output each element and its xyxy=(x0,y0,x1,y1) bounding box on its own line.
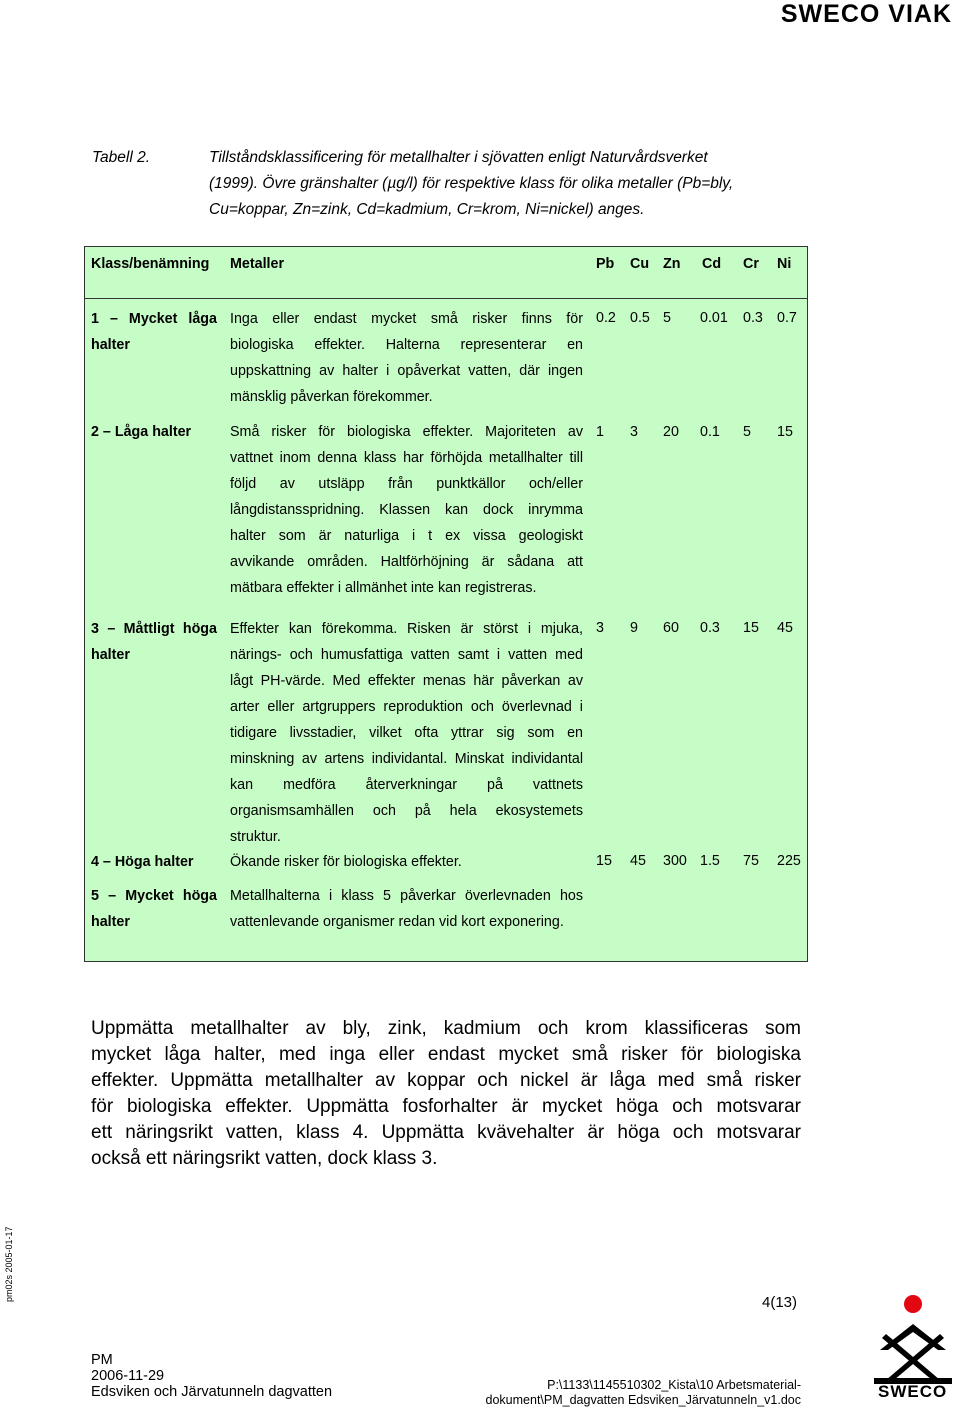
sweco-logo-text: SWECO xyxy=(878,1382,948,1401)
header-cu: Cu xyxy=(630,256,650,272)
row-4-cr: 75 xyxy=(743,853,759,869)
row-3-description xyxy=(230,616,583,850)
row-3-ni: 45 xyxy=(777,620,793,636)
row-4-cd: 1.5 xyxy=(700,853,720,869)
paragraph-line: ett näringsrikt vatten, klass 4. Uppmätta kvävehalter är höga och motsvarar xyxy=(91,1122,801,1143)
row-1-cd: 0.01 xyxy=(700,310,728,326)
row-2-pb: 1 xyxy=(596,424,604,440)
row-4-zn: 300 xyxy=(663,853,687,869)
sweco-logo xyxy=(872,1294,954,1404)
table-header-divider xyxy=(84,298,808,299)
footer-left xyxy=(91,1352,332,1400)
header-cr: Cr xyxy=(743,256,759,272)
caption-line: Tillståndsklassificering för metallhalter i sjövatten enligt Naturvårdsverket xyxy=(209,149,708,166)
class-line: 1 – Mycket låga xyxy=(91,311,217,327)
row-4-ni: 225 xyxy=(777,853,801,869)
desc-line: biologiska effekter. Halterna representerar en xyxy=(230,337,583,353)
row-2-cd: 0.1 xyxy=(700,424,720,440)
row-5-class xyxy=(91,883,217,935)
row-4-description xyxy=(230,849,583,875)
desc-line: mätbara effekter i allmänhet inte kan registreras. xyxy=(230,580,537,596)
row-4-cu: 45 xyxy=(630,853,646,869)
header-zn: Zn xyxy=(663,256,681,272)
desc-line: lågt PH-värde. Med effekter menas här påverkan av xyxy=(230,673,583,689)
desc-line: kan medföra återverkningar på vattnets xyxy=(230,777,583,793)
row-2-description xyxy=(230,419,583,601)
row-2-zn: 20 xyxy=(663,424,679,440)
desc-line: minskning av artens individantal. Minskat individantal xyxy=(230,751,583,767)
desc-line: vattnet inom denna klass har förhöjda metallhalter till xyxy=(230,450,583,466)
row-2-cu: 3 xyxy=(630,424,638,440)
class-line: halter xyxy=(91,914,130,930)
footer-path xyxy=(454,1378,801,1408)
desc-line: organismsamhällen och på hela ekosystemets xyxy=(230,803,583,819)
body-paragraph xyxy=(91,1016,801,1172)
table-caption-label: Tabell 2. xyxy=(92,149,151,166)
row-3-zn: 60 xyxy=(663,620,679,636)
sweco-logo-mark xyxy=(872,1294,954,1386)
row-3-pb: 3 xyxy=(596,620,604,636)
desc-line: Effekter kan förekomma. Risken är störst i mjuka, xyxy=(230,621,583,637)
sweco-viak-logo: SWECO VIAK xyxy=(780,0,952,28)
footer-project: Edsviken och Järvatunneln dagvatten xyxy=(91,1384,333,1400)
header-cd: Cd xyxy=(702,256,722,272)
header-metaller: Metaller xyxy=(230,256,285,272)
header-klass: Klass/benämning xyxy=(91,256,210,272)
desc-line: Metallhalterna i klass 5 påverkar överlevnaden hos xyxy=(230,888,583,904)
row-1-description xyxy=(230,306,583,410)
row-3-cu: 9 xyxy=(630,620,638,636)
row-3-cr: 15 xyxy=(743,620,759,636)
row-1-zn: 5 xyxy=(663,310,671,326)
header-pb: Pb xyxy=(596,256,615,272)
table-caption-text xyxy=(209,145,809,223)
caption-line: Cu=koppar, Zn=zink, Cd=kadmium, Cr=krom, Ni=nickel) anges. xyxy=(209,201,645,218)
desc-line: arter eller artgruppers reproduktion och överlevnad i xyxy=(230,699,583,715)
row-1-ni: 0.7 xyxy=(777,310,797,326)
row-4-pb: 15 xyxy=(596,853,612,869)
row-1-pb: 0.2 xyxy=(596,310,616,326)
row-2-ni: 15 xyxy=(777,424,793,440)
row-4-class xyxy=(91,849,217,875)
footer-date: 2006-11-29 xyxy=(91,1368,165,1384)
footer-path-line: dokument\PM_dagvatten Edsviken_Järvatunneln_v1.doc xyxy=(485,1393,801,1407)
desc-line: Inga eller endast mycket små risker finns för xyxy=(230,311,583,327)
side-template-code: pm02s 2005-01-17 xyxy=(4,1226,14,1302)
row-1-cr: 0.3 xyxy=(743,310,763,326)
row-2-class xyxy=(91,419,217,445)
desc-line: närings- och humusfattiga vatten samt i vatten med xyxy=(230,647,583,663)
paragraph-line: också ett näringsrikt vatten, dock klass 3. xyxy=(91,1148,438,1169)
class-line: halter xyxy=(91,647,130,663)
class-line: halter xyxy=(91,337,130,353)
desc-line: tidigare livsstadier, vilket ofta yttrar sig som en xyxy=(230,725,583,741)
desc-line: långdistansspridning. Klassen kan dock inrymma xyxy=(230,502,583,518)
class-line: 3 – Måttligt höga xyxy=(91,621,217,637)
page-number: 4(13) xyxy=(762,1294,798,1311)
footer-doc-type: PM xyxy=(91,1352,113,1368)
row-1-class xyxy=(91,306,217,358)
paragraph-line: effekter. Uppmätta metallhalter av koppar och nickel är låga med små risker xyxy=(91,1070,801,1091)
class-line: 2 – Låga halter xyxy=(91,424,192,440)
paragraph-line: för biologiska effekter. Uppmätta fosforhalter är mycket höga och motsvarar xyxy=(91,1096,801,1117)
desc-line: avvikande områden. Haltförhöjning är sådana att xyxy=(230,554,583,570)
desc-line: uppskattning av halter i opåverkat vatten, där ingen xyxy=(230,363,583,379)
footer-path-line: P:\1133\1145510302_Kista\10 Arbetsmaterial- xyxy=(547,1378,801,1392)
header-ni: Ni xyxy=(777,256,792,272)
desc-line: mänsklig påverkan förekommer. xyxy=(230,389,433,405)
desc-line: struktur. xyxy=(230,829,281,845)
row-3-cd: 0.3 xyxy=(700,620,720,636)
row-3-class xyxy=(91,616,217,668)
desc-line: halter som är naturliga i t ex vissa geologiskt xyxy=(230,528,583,544)
paragraph-line: mycket låga halter, med inga eller endast mycket små risker för biologiska xyxy=(91,1044,801,1065)
desc-line: Små risker för biologiska effekter. Majoriteten av xyxy=(230,424,583,440)
class-line: 4 – Höga halter xyxy=(91,854,194,870)
class-line: 5 – Mycket höga xyxy=(91,888,217,904)
desc-line: vattenlevande organismer redan vid kort exponering. xyxy=(230,914,564,930)
row-5-description xyxy=(230,883,583,935)
desc-line: följd av utsläpp från punktkällor och/eller xyxy=(230,476,583,492)
desc-line: Ökande risker för biologiska effekter. xyxy=(230,854,462,870)
paragraph-line: Uppmätta metallhalter av bly, zink, kadmium och krom klassificeras som xyxy=(91,1018,801,1039)
row-2-cr: 5 xyxy=(743,424,751,440)
row-1-cu: 0.5 xyxy=(630,310,650,326)
caption-line: (1999). Övre gränshalter (µg/l) för respektive klass för olika metaller (Pb=bly, xyxy=(209,175,734,192)
